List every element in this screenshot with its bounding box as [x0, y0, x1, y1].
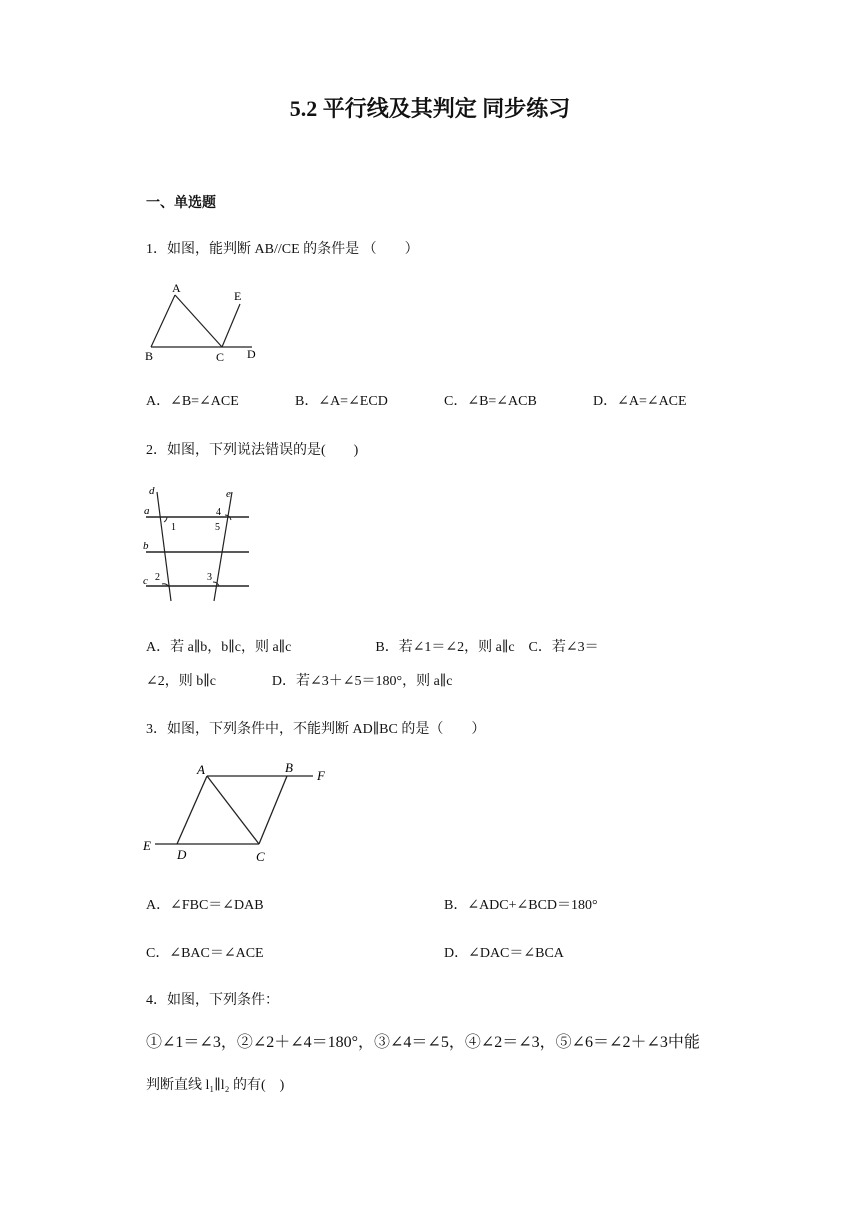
- q2-label-c: c: [143, 575, 148, 587]
- q1-option-d: D．∠A=∠ACE: [593, 394, 687, 409]
- section-heading: 一、单选题: [146, 196, 216, 211]
- question-1-stem: 1．如图，能判断 AB//CE 的条件是 （ ）: [146, 242, 419, 257]
- q2-options-line-2: ∠2，则 b∥c D．若∠3＋∠5＝180°，则 a∥c: [146, 674, 453, 689]
- q2-angle-2: 2: [155, 572, 160, 583]
- q3-option-d: D．∠DAC＝∠BCA: [444, 946, 564, 961]
- page-title: 5.2 平行线及其判定 同步练习: [289, 96, 571, 121]
- q1-label-B: B: [145, 349, 154, 363]
- question-4-stem: 4．如图，下列条件：: [146, 993, 279, 1008]
- q1-label-D: D: [247, 347, 256, 361]
- q1-option-a: A．∠B=∠ACE: [146, 394, 239, 409]
- question-3-stem: 3．如图，下列条件中，不能判断 AD∥BC 的是（ ）: [146, 722, 486, 737]
- q1-label-E: E: [234, 289, 242, 303]
- q4-conclusion: 判断直线 l₁∥l₂ 的有( ): [146, 1078, 285, 1093]
- q3-label-C: C: [256, 849, 265, 864]
- q1-label-A: A: [172, 281, 181, 295]
- q3-label-D: D: [177, 847, 187, 862]
- q2-label-e: e: [226, 488, 231, 500]
- q3-label-E: E: [143, 838, 151, 853]
- question-3-figure: [140, 758, 340, 866]
- q3-label-B: B: [285, 760, 293, 775]
- q2-label-b: b: [143, 540, 149, 552]
- q2-options-line-1: A．若 a∥b，b∥c，则 a∥c B．若∠1＝∠2，则 a∥c C．若∠3＝: [146, 640, 599, 655]
- question-2-figure: [140, 484, 255, 604]
- q3-label-A: A: [197, 762, 205, 777]
- q2-angle-5: 5: [215, 522, 220, 533]
- q3-option-c: C．∠BAC＝∠ACE: [146, 946, 264, 961]
- q3-label-F: F: [317, 768, 325, 783]
- question-2-stem: 2．如图，下列说法错误的是( ): [146, 443, 359, 458]
- q1-option-c: C．∠B=∠ACB: [444, 394, 537, 409]
- q1-label-C: C: [216, 350, 225, 364]
- q2-angle-4: 4: [216, 507, 221, 518]
- q2-label-d: d: [149, 485, 155, 497]
- q4-conditions: ①∠1＝∠3，②∠2＋∠4＝180°，③∠4＝∠5，④∠2＝∠3，⑤∠6＝∠2＋∠3中能: [146, 1034, 700, 1051]
- q3-option-b: B．∠ADC+∠BCD＝180°: [444, 898, 598, 913]
- q2-angle-3: 3: [207, 572, 212, 583]
- q3-option-a: A．∠FBC＝∠DAB: [146, 898, 264, 913]
- q2-angle-1: 1: [171, 522, 176, 533]
- q1-option-b: B．∠A=∠ECD: [295, 394, 388, 409]
- q2-label-a: a: [144, 505, 150, 517]
- question-1-figure: [140, 278, 270, 370]
